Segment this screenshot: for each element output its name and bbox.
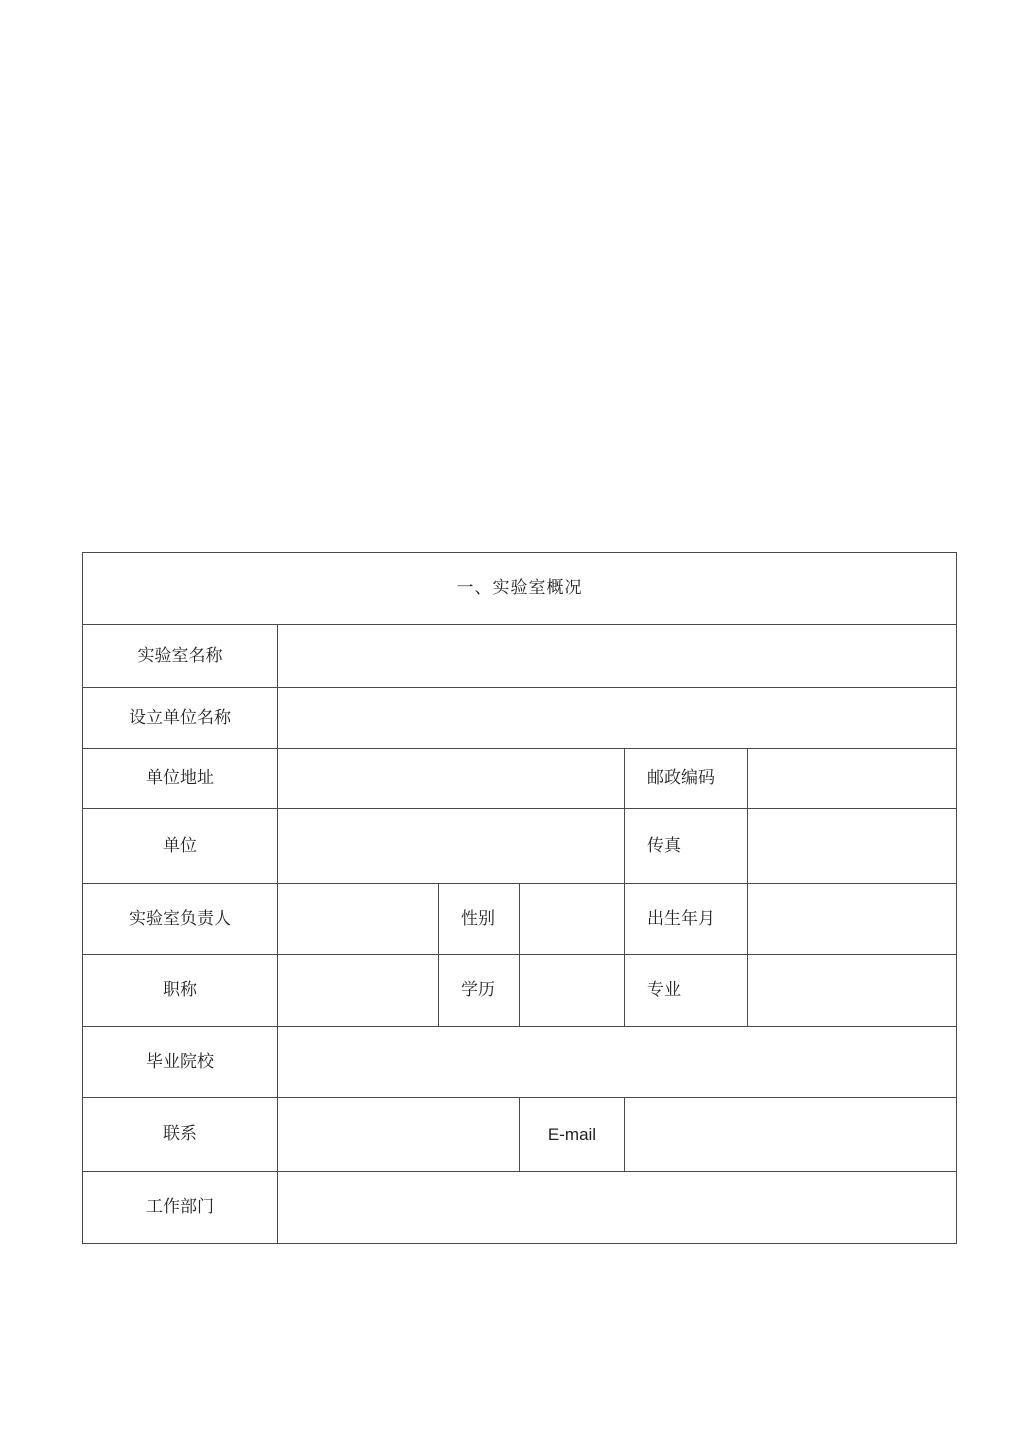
row-contact <box>83 1098 957 1172</box>
postal-code-field[interactable] <box>748 749 957 809</box>
form-title: 一、实验室概况 <box>83 553 957 625</box>
row-unit <box>83 809 957 884</box>
department-field[interactable] <box>278 1172 957 1244</box>
org-name-field[interactable] <box>278 688 957 749</box>
fax-label: 传真 <box>625 809 748 884</box>
unit-field[interactable] <box>278 809 625 884</box>
graduated-from-field[interactable] <box>278 1027 957 1098</box>
contact-label: 联系 <box>83 1098 278 1172</box>
lab-head-field[interactable] <box>278 884 439 955</box>
department-label: 工作部门 <box>83 1172 278 1244</box>
form-title-row <box>83 553 957 625</box>
gender-field[interactable] <box>520 884 625 955</box>
education-label: 学历 <box>439 955 520 1027</box>
postal-code-label: 邮政编码 <box>625 749 748 809</box>
row-lab-name <box>83 625 957 688</box>
education-field[interactable] <box>520 955 625 1027</box>
row-org-address <box>83 749 957 809</box>
org-name-label: 设立单位名称 <box>83 688 278 749</box>
unit-label: 单位 <box>83 809 278 884</box>
email-field[interactable] <box>625 1098 957 1172</box>
contact-field[interactable] <box>278 1098 520 1172</box>
lab-name-field[interactable] <box>278 625 957 688</box>
graduated-from-label: 毕业院校 <box>83 1027 278 1098</box>
major-label: 专业 <box>625 955 748 1027</box>
title-rank-field[interactable] <box>278 955 439 1027</box>
row-graduated-from <box>83 1027 957 1098</box>
title-rank-label: 职称 <box>83 955 278 1027</box>
email-label: E-mail <box>520 1098 625 1172</box>
fax-field[interactable] <box>748 809 957 884</box>
lab-overview-form <box>82 552 957 1244</box>
row-department <box>83 1172 957 1244</box>
row-title-rank <box>83 955 957 1027</box>
lab-head-label: 实验室负责人 <box>83 884 278 955</box>
birth-date-label: 出生年月 <box>625 884 748 955</box>
row-org-name <box>83 688 957 749</box>
org-address-label: 单位地址 <box>83 749 278 809</box>
major-field[interactable] <box>748 955 957 1027</box>
birth-date-field[interactable] <box>748 884 957 955</box>
org-address-field[interactable] <box>278 749 625 809</box>
gender-label: 性别 <box>439 884 520 955</box>
row-lab-head <box>83 884 957 955</box>
lab-name-label: 实验室名称 <box>83 625 278 688</box>
